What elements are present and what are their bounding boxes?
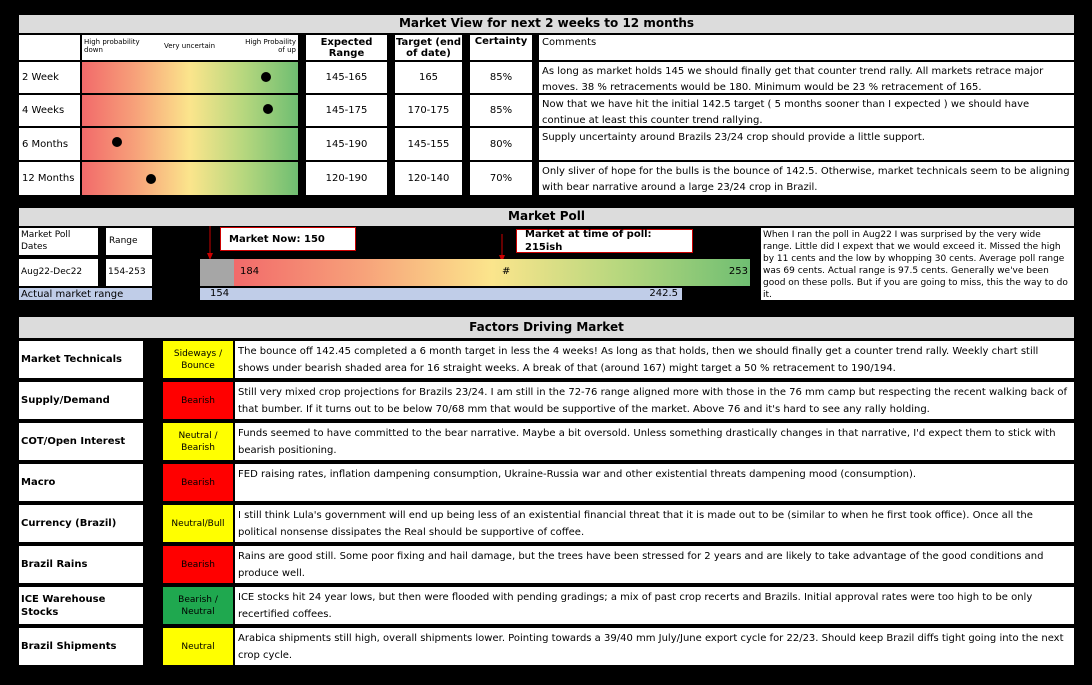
market-at-poll-callout: Market at time of poll: 215ish	[516, 229, 693, 253]
factors-title: Factors Driving Market	[19, 317, 1074, 338]
probability-marker	[112, 137, 122, 147]
probability-marker	[146, 174, 156, 184]
factor-sentiment-badge: Sideways / Bounce	[163, 341, 233, 378]
factor-name: COT/Open Interest	[19, 423, 143, 460]
actual-range-high: 242.5	[649, 288, 678, 299]
period-label: 6 Months	[19, 128, 80, 160]
target-header: Target (end of date)	[395, 36, 462, 59]
probability-bar	[82, 128, 298, 160]
factor-name: Brazil Rains	[19, 546, 143, 583]
certainty-value: 80%	[470, 128, 532, 160]
factor-commentary: ICE stocks hit 24 year lows, but then were flooded with pending gradings; a mix of past crop recerts and Brazils. Initial approval rates were too high to be only recertified coffees.	[235, 587, 1074, 624]
poll-dates-value: Aug22-Dec22	[19, 259, 98, 286]
probability-marker	[261, 72, 271, 82]
target-value: 170-175	[395, 95, 462, 126]
probability-marker	[263, 104, 273, 114]
factor-sentiment-badge: Bearish	[163, 464, 233, 501]
expected-range-value: 145-165	[306, 62, 387, 93]
poll-range-label: Range	[106, 228, 152, 255]
probability-bar	[82, 62, 298, 93]
factor-sentiment-badge: Bearish	[163, 546, 233, 583]
factor-commentary: FED raising rates, inflation dampening consumption, Ukraine-Russia war and other existential threats dampening mood (consumption).	[235, 464, 1074, 501]
poll-bar-marker: #	[502, 266, 511, 277]
certainty-value: 85%	[470, 62, 532, 93]
scale-label-down: High probability down	[84, 38, 140, 54]
comment-text: Supply uncertainty around Brazils 23/24 crop should provide a little support.	[539, 128, 1074, 160]
poll-comment: When I ran the poll in Aug22 I was surprised by the very wide range. Little did I expext that we would exceed it. Missed the high by 11 cents and the low by whopping 30 cents. Average poll range was 69 cents. Actual range is 97.5 cents. Generally we've been good on these polls. But if you are going to miss, this the way to do it.	[761, 228, 1074, 300]
poll-dates-label: Market Poll Dates	[19, 228, 98, 255]
actual-range-bar	[200, 288, 682, 300]
factor-commentary: Still very mixed crop projections for Brazils 23/24. I am still in the 72-76 range aligned more with those in the 76 mm camp but respecting the recent walking back of that bumber. If it turns out to be below 70/68 mm that would be supportive of the market. Above 76 and it's hard to see any rally holding.	[235, 382, 1074, 419]
period-label: 4 Weeks	[19, 95, 80, 126]
poll-range-value: 154-253	[106, 259, 152, 286]
factor-commentary: Arabica shipments still high, overall shipments lower. Pointing towards a 39/40 mm July/June export cycle for 22/23. Should keep Brazil diffs tight going into the next crop cycle.	[235, 628, 1074, 665]
scale-label-mid: Very uncertain	[164, 42, 216, 50]
comment-text: Only sliver of hope for the bulls is the bounce of 142.5. Otherwise, market technicals seem to be aligning with bear narrative around a large 23/24 crop in Brazil.	[539, 162, 1074, 195]
certainty-header: Certainty	[470, 35, 532, 60]
factor-commentary: I still think Lula's government will end up being less of an existential financial threat that it is made out to be (similar to when he first took office). Once all the political nonsense dissipates the Real should be supportive of coffee.	[235, 505, 1074, 542]
market-view-title: Market View for next 2 weeks to 12 months	[19, 15, 1074, 33]
certainty-value: 85%	[470, 95, 532, 126]
factor-commentary: The bounce off 142.45 completed a 6 month target in less the 4 weeks! As long as that holds, then we should finally get a counter trend rally. Weekly chart still shows under bearish shaded area for 16 straight weeks. A break of that (around 167) might target a 50 % retracement to 190/194.	[235, 341, 1074, 378]
period-label: 12 Months	[19, 162, 80, 195]
probability-scale-header	[82, 35, 298, 60]
probability-bar	[82, 95, 298, 126]
factor-name: Macro	[19, 464, 143, 501]
certainty-value: 70%	[470, 162, 532, 195]
market-now-callout: Market Now: 150	[220, 227, 356, 251]
factor-sentiment-badge: Neutral/Bull	[163, 505, 233, 542]
factor-commentary: Rains are good still. Some poor fixing and hail damage, but the trees have been stressed for 2 years and are likely to take advantage of the good conditions and produce well.	[235, 546, 1074, 583]
factor-name: Currency (Brazil)	[19, 505, 143, 542]
scale-label-up: High Probaility of up	[245, 38, 296, 54]
actual-range-low: 154	[210, 288, 230, 299]
factor-commentary: Funds seemed to have committed to the bear narrative. Maybe a bit oversold. Unless something drastically changes in that narrative, I'd expect them to stick with bearish positioning.	[235, 423, 1074, 460]
probability-bar	[82, 162, 298, 195]
factor-sentiment-badge: Neutral / Bearish	[163, 423, 233, 460]
period-header-blank	[19, 35, 80, 60]
callout-arrows	[200, 226, 520, 262]
target-value: 145-155	[395, 128, 462, 160]
poll-bar-low: 184	[240, 266, 260, 277]
period-label: 2 Week	[19, 62, 80, 93]
poll-range-bar	[234, 259, 750, 286]
market-poll-title: Market Poll	[19, 208, 1074, 226]
factor-name: Market Technicals	[19, 341, 143, 378]
comments-header: Comments	[539, 35, 1074, 60]
factor-sentiment-badge: Bearish	[163, 382, 233, 419]
expected-range-value: 145-175	[306, 95, 387, 126]
target-value: 165	[395, 62, 462, 93]
factor-name: Brazil Shipments	[19, 628, 143, 665]
below-range-segment	[200, 259, 234, 286]
expected-range-header: Expected Range	[306, 35, 387, 60]
expected-range-value: 145-190	[306, 128, 387, 160]
factor-sentiment-badge: Bearish / Neutral	[163, 587, 233, 624]
actual-range-label: Actual market range	[19, 288, 152, 300]
comment-text: Now that we have hit the initial 142.5 target ( 5 months sooner than I expected ) we should have continue at least this counter trend rallying.	[539, 95, 1074, 126]
factor-name: Supply/Demand	[19, 382, 143, 419]
target-value: 120-140	[395, 162, 462, 195]
comment-text: As long as market holds 145 we should finally get that counter trend rally. All markets retrace major moves. 38 % retracements would be 180. Minimum would be 23 % retracement of 165.	[539, 62, 1074, 93]
expected-range-value: 120-190	[306, 162, 387, 195]
factor-name: ICE Warehouse Stocks	[19, 587, 143, 624]
factor-sentiment-badge: Neutral	[163, 628, 233, 665]
poll-bar-high: 253	[728, 266, 748, 277]
